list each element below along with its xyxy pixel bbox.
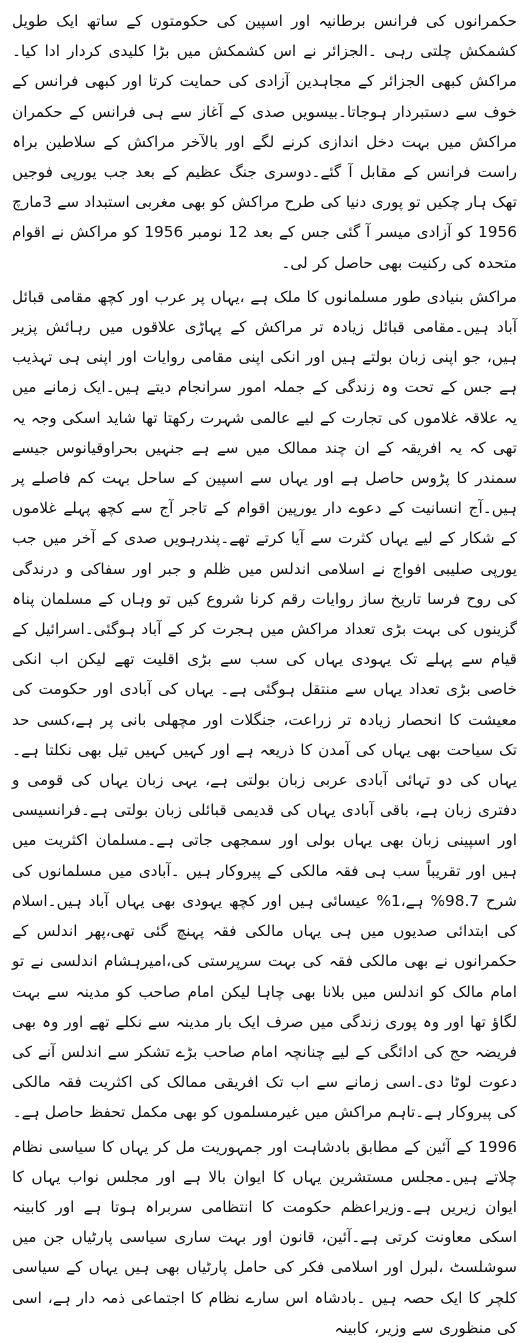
- paragraph-history: حکمرانوں کی فرانس برطانیہ اور اسپین کی حکومتوں کے ساتھ ایک طویل کشمکش چلتی رہی ۔الجزائر نے اس کشمکش میں بڑا کلیدی کردار ادا کیا۔مراکش کبھی الجزائر کے مجاہدین آزادی کی حمایت کرتا اور کبھی فرانس کے خوف سے دستبردار ہوجاتا۔بیسویں صدی کے آغاز سے ہی فرانس کے حکمران مراکش میں بہت دخل اندازی کرنے لگے اور بالآخر مراکش کے سلاطین براہ راست فرانس کے مقابل آ گئے۔دوسری جنگ عظیم کے بعد جب یورپی فوجیں تھک ہار چکیں تو پوری دنیا کی طرح مراکش کو بھی مغربی استبداد سے 3مارچ 1956 کو آزادی میسر آ گئی جس کے بعد 12 نومبر 1956 کو مراکش نے اقوام متحدہ کی رکنیت بھی حاصل کر لی۔: [12, 12, 517, 272]
- paragraph-society: مراکش بنیادی طور مسلمانوں کا ملک ہے ،یہاں پر عرب اور کچھ مقامی قبائل آباد ہیں۔مقامی قبائل زیادہ تر مراکش کے پہاڑی علاقوں میں رہائش پزیر ہیں، جو اپنی زبان بولتے ہیں اور انکی اپنی مقامی روایات اور اپنی ہی تہذیب ہے جس کے تحت وہ زندگی کے جملہ امور سرانجام دیتے ہیں۔ایک زمانے میں یہ علاقہ غلاموں کی تجارت کے لیے عالمی شہرت رکھتا تھا شاید اسکی وجہ یہ تھی کہ یہ افریقہ کے ان چند ممالک میں سے ہے جنہیں بحراوقیانوس جیسے سمندر کا پڑوس حاصل ہے اور یہاں سے اسپین کے ساحل بہت کم فاصلے پر ہیں۔آج انسانیت کے دعوے دار یورپین اقوام کے تاجر آج سے کچھ پہلے غلاموں کے شکار کے لیے یہاں کثرت سے آیا کرتے تھے۔پندرہویں صدی کے آخر میں جب یورپی صلیبی افواج نے اسلامی اندلس میں ظلم و جبر اور سفاکی و درندگی کی روح فرسا تاریخ ساز روایات رقم کرنا شروع کیں تو وہاں کے مسلمان پناہ گزینوں کی بہت بڑی تعداد مراکش میں ہجرت کر کے آباد ہوگئی۔اسرائیل کے قیام سے پہلے تک یہودی یہاں کی سب سے بڑی اقلیت تھے لیکن اب انکی خاصی بڑی تعداد یہاں سے منتقل ہوگئی ہے۔ یہاں کی آبادی اور حکومت کی معیشت کا انحصار زیادہ تر زراعت، جنگلات اور مچھلی بانی پر ہے،کسی حد تک سیاحت بھی یہاں کی آمدن کا ذریعہ ہے اور کہیں کہیں تیل بھی نکلتا ہے۔یہاں کی دو تہائی آبادی عربی زبان بولتی ہے، یہی زبان یہاں کی قومی و دفتری زبان ہے، باقی آبادی یہاں کی قدیمی قبائلی زبان بولتی ہے۔فرانسیسی اور اسپینی زبان بھی یہاں بولی اور سمجھی جاتی ہے۔مسلمان اکثریت میں ہیں اور تقریباً سب ہی فقہ مالکی کے پیروکار ہیں ۔آبادی میں مسلمانوں کی شرح 98.7% ہے،1% عیسائی ہیں اور کچھ یہودی بھی یہاں آباد ہیں۔اسلام کی ابتدائی صدیوں میں ہی یہاں مالکی فقہ پہنچ گئی تھی،پھر اندلس کے حکمرانوں نے بھی مالکی فقہ کی بہت سرپرستی کی،امیرہشام اندلسی نے تو امام مالک کو اندلس میں بلانا بھی چاہا لیکن امام صاحب کو مدینہ سے بہت لگاؤ تھا اور وہ پوری زندگی میں صرف ایک بار مدینہ سے نکلے تھے اور وہ بھی فریضہ حج کی ادائگی کے لیے چنانچہ امام صاحب بڑے تشکر سے اندلس آنے کی دعوت لوٹا دی۔اسی زمانے سے اب تک افریقی ممالک کی اکثریت فقہ مالکی کی پیروکار ہے۔تاہم مراکش میں غیرمسلموں کو بھی مکمل تحفظ حاصل ہے۔: [12, 287, 518, 1122]
- paragraph-politics: 1996 کے آئین کے مطابق بادشاہت اور جمہوریت مل کر یہاں کا سیاسی نظام چلاتے ہیں۔مجلس مستشرین یہاں کا ایوان بالا ہے اور مجلس نواب یہاں کا ایوان زیریں ہے۔وزیراعظم حکومت کا انتظامی سربراہ ہوتا ہے اور کابینہ اسکی معاونت کرتی ہے۔آئین، قانون اور بہت ساری سیاسی پارٹیاں جن میں سوشلسٹ ،لبرل اور اسلامی فکر کی حامل پارٹیاں بھی ہیں یہاں کے سیاسی کلچر کا ایک حصہ ہیں ۔بادشاہ اس سارے نظام کا اجتماعی ذمہ دار ہے، اسی کی منظوری سے وزیر، کابینہ: [12, 1137, 517, 1337]
